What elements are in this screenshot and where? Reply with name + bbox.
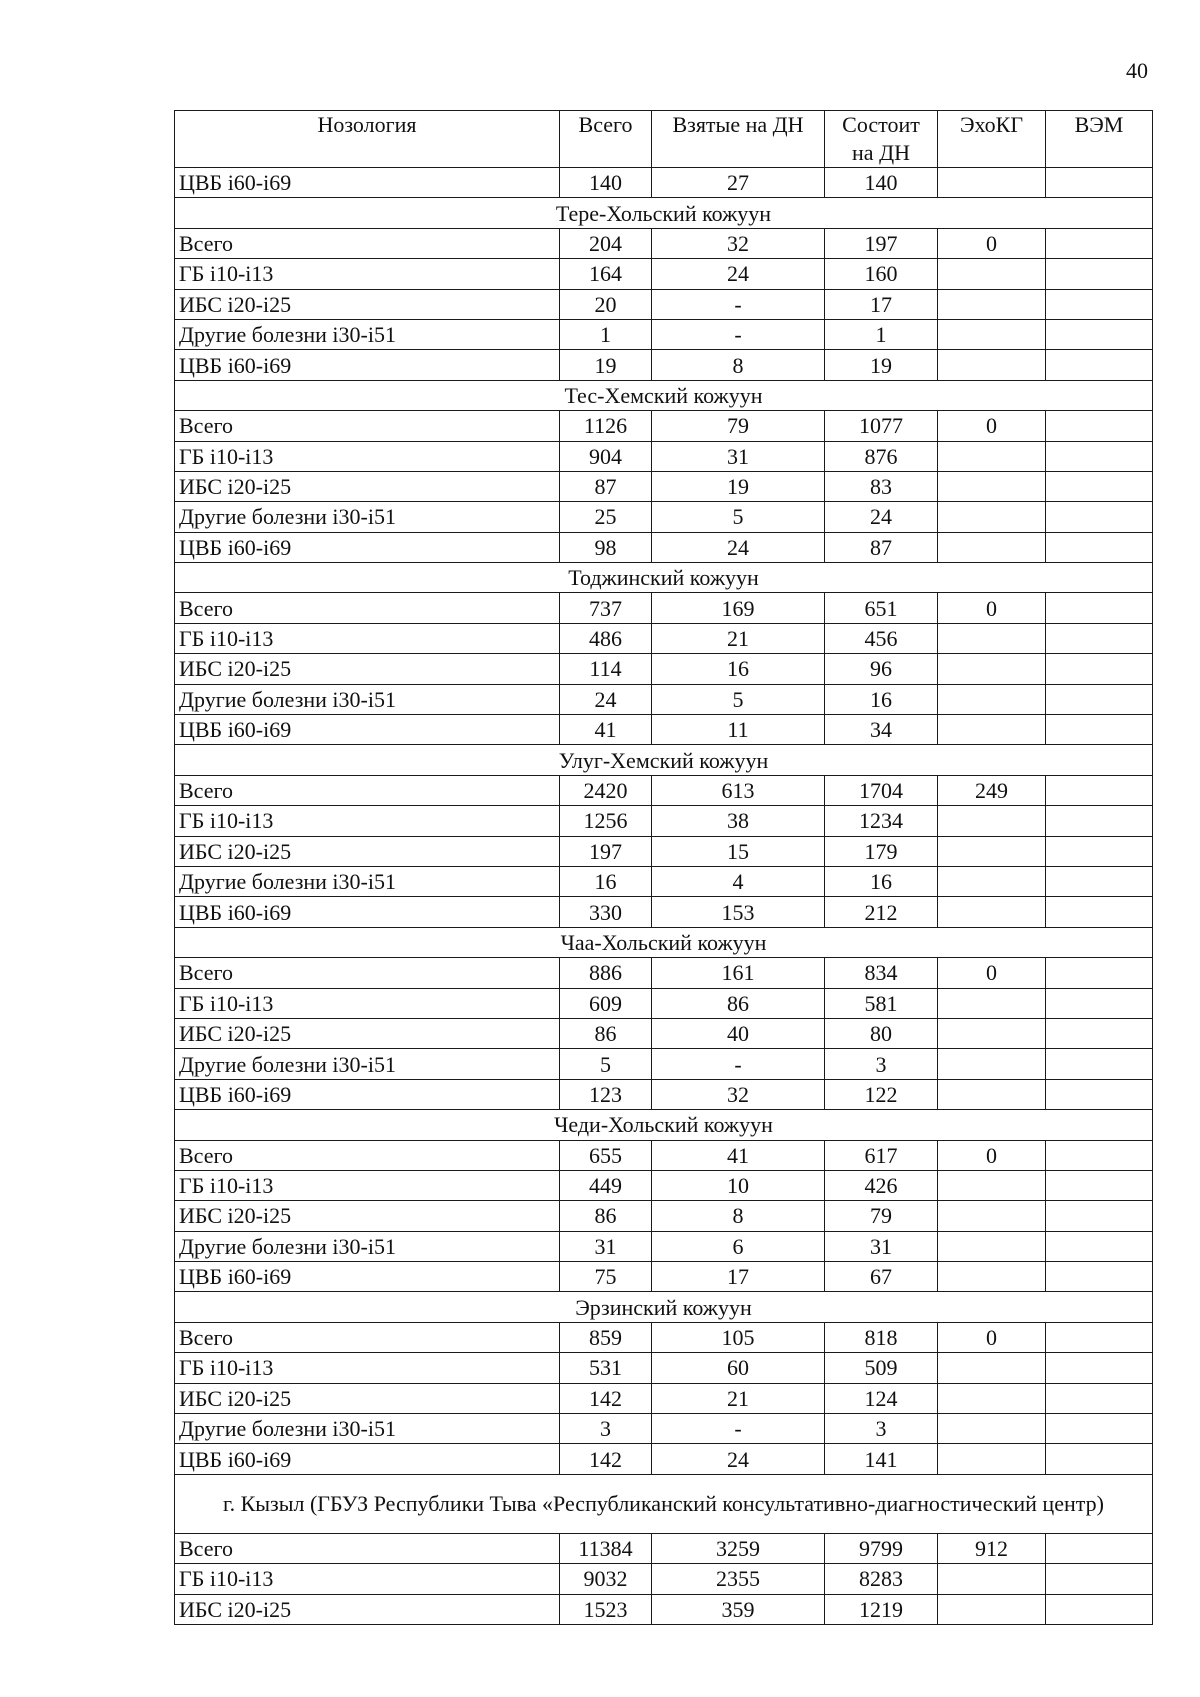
- taken-cell: 21: [652, 1383, 825, 1413]
- table-row: [175, 1231, 1153, 1261]
- echo-cell: [938, 168, 1046, 198]
- taken-cell: -: [652, 1049, 825, 1079]
- nosology-table: [174, 110, 1153, 1625]
- total-cell: 1256: [560, 806, 652, 836]
- table-row: [175, 1170, 1153, 1200]
- total-cell: 114: [560, 654, 652, 684]
- header-echo: ЭхоКГ: [938, 111, 1046, 168]
- registered-cell: 617: [825, 1140, 938, 1170]
- table-row: [175, 684, 1153, 714]
- taken-cell: 11: [652, 715, 825, 745]
- echo-cell: [938, 623, 1046, 653]
- taken-cell: 15: [652, 836, 825, 866]
- section-row: [175, 927, 1153, 957]
- echo-cell: 0: [938, 411, 1046, 441]
- vem-cell: [1046, 1262, 1153, 1292]
- table-row: [175, 836, 1153, 866]
- taken-cell: 17: [652, 1262, 825, 1292]
- table-row: [175, 228, 1153, 258]
- nosology-cell: ЦВБ i60-i69: [175, 532, 560, 562]
- nosology-cell: ГБ i10-i13: [175, 623, 560, 653]
- vem-cell: [1046, 1564, 1153, 1594]
- registered-cell: 212: [825, 897, 938, 927]
- registered-cell: 1219: [825, 1594, 938, 1624]
- table-row: [175, 866, 1153, 896]
- nosology-cell: ГБ i10-i13: [175, 1353, 560, 1383]
- total-cell: 1126: [560, 411, 652, 441]
- table-header-row: [175, 111, 1153, 168]
- registered-cell: 79: [825, 1201, 938, 1231]
- nosology-cell: Всего: [175, 1140, 560, 1170]
- table-row: [175, 1201, 1153, 1231]
- taken-cell: 86: [652, 988, 825, 1018]
- vem-cell: [1046, 259, 1153, 289]
- taken-cell: 16: [652, 654, 825, 684]
- section-row: [175, 745, 1153, 775]
- taken-cell: -: [652, 1414, 825, 1444]
- taken-cell: 32: [652, 228, 825, 258]
- echo-cell: [938, 350, 1046, 380]
- table-row: [175, 988, 1153, 1018]
- table-row: [175, 1049, 1153, 1079]
- echo-cell: [938, 1444, 1046, 1474]
- echo-cell: 0: [938, 1322, 1046, 1352]
- echo-cell: [938, 866, 1046, 896]
- registered-cell: 17: [825, 289, 938, 319]
- table-row: [175, 1414, 1153, 1444]
- total-cell: 142: [560, 1383, 652, 1413]
- registered-cell: 140: [825, 168, 938, 198]
- vem-cell: [1046, 319, 1153, 349]
- total-cell: 531: [560, 1353, 652, 1383]
- registered-cell: 876: [825, 441, 938, 471]
- registered-cell: 9799: [825, 1533, 938, 1563]
- registered-cell: 87: [825, 532, 938, 562]
- registered-cell: 3: [825, 1049, 938, 1079]
- total-cell: 1: [560, 319, 652, 349]
- vem-cell: [1046, 1170, 1153, 1200]
- taken-cell: 21: [652, 623, 825, 653]
- echo-cell: [938, 806, 1046, 836]
- echo-cell: [938, 897, 1046, 927]
- total-cell: 1523: [560, 1594, 652, 1624]
- section-title: Чеди-Хольский кожуун: [175, 1110, 1153, 1140]
- echo-cell: [938, 1262, 1046, 1292]
- table-row: [175, 411, 1153, 441]
- section-title: Тес-Хемский кожуун: [175, 380, 1153, 410]
- echo-cell: [938, 1170, 1046, 1200]
- registered-cell: 124: [825, 1383, 938, 1413]
- table-row: [175, 1533, 1153, 1563]
- vem-cell: [1046, 1594, 1153, 1624]
- table-row: [175, 593, 1153, 623]
- total-cell: 16: [560, 866, 652, 896]
- total-cell: 2420: [560, 775, 652, 805]
- echo-cell: [938, 259, 1046, 289]
- registered-cell: 67: [825, 1262, 938, 1292]
- nosology-cell: ИБС i20-i25: [175, 1383, 560, 1413]
- nosology-cell: ЦВБ i60-i69: [175, 1079, 560, 1109]
- nosology-cell: ЦВБ i60-i69: [175, 1444, 560, 1474]
- section-title: г. Кызыл (ГБУЗ Республики Тыва «Республиканский консультативно-диагностический центр): [175, 1474, 1153, 1533]
- echo-cell: [938, 1414, 1046, 1444]
- echo-cell: 0: [938, 958, 1046, 988]
- echo-cell: [938, 654, 1046, 684]
- nosology-cell: Всего: [175, 1533, 560, 1563]
- total-cell: 449: [560, 1170, 652, 1200]
- nosology-cell: ГБ i10-i13: [175, 806, 560, 836]
- total-cell: 886: [560, 958, 652, 988]
- nosology-cell: ГБ i10-i13: [175, 441, 560, 471]
- table-row: [175, 715, 1153, 745]
- taken-cell: 5: [652, 684, 825, 714]
- echo-cell: [938, 988, 1046, 1018]
- section-row: [175, 198, 1153, 228]
- registered-cell: 456: [825, 623, 938, 653]
- vem-cell: [1046, 988, 1153, 1018]
- registered-cell: 818: [825, 1322, 938, 1352]
- registered-cell: 426: [825, 1170, 938, 1200]
- registered-cell: 160: [825, 259, 938, 289]
- echo-cell: [938, 1383, 1046, 1413]
- vem-cell: [1046, 593, 1153, 623]
- header-taken: Взятые на ДН: [652, 111, 825, 168]
- total-cell: 25: [560, 502, 652, 532]
- registered-cell: 141: [825, 1444, 938, 1474]
- vem-cell: [1046, 1444, 1153, 1474]
- table-row: [175, 502, 1153, 532]
- vem-cell: [1046, 532, 1153, 562]
- nosology-cell: ЦВБ i60-i69: [175, 897, 560, 927]
- total-cell: 86: [560, 1018, 652, 1048]
- table-row: [175, 259, 1153, 289]
- echo-cell: [938, 1353, 1046, 1383]
- echo-cell: [938, 289, 1046, 319]
- table-row: [175, 471, 1153, 501]
- table-body: [175, 168, 1153, 1625]
- registered-cell: 8283: [825, 1564, 938, 1594]
- echo-cell: [938, 1594, 1046, 1624]
- registered-cell: 80: [825, 1018, 938, 1048]
- taken-cell: 153: [652, 897, 825, 927]
- table-row: [175, 1353, 1153, 1383]
- taken-cell: 24: [652, 532, 825, 562]
- section-title: Эрзинский кожуун: [175, 1292, 1153, 1322]
- total-cell: 609: [560, 988, 652, 1018]
- vem-cell: [1046, 1231, 1153, 1261]
- total-cell: 486: [560, 623, 652, 653]
- total-cell: 86: [560, 1201, 652, 1231]
- nosology-cell: ИБС i20-i25: [175, 1594, 560, 1624]
- vem-cell: [1046, 411, 1153, 441]
- taken-cell: 41: [652, 1140, 825, 1170]
- table-row: [175, 1018, 1153, 1048]
- table-row: [175, 532, 1153, 562]
- registered-cell: 16: [825, 866, 938, 896]
- table-row: [175, 168, 1153, 198]
- total-cell: 330: [560, 897, 652, 927]
- taken-cell: 8: [652, 350, 825, 380]
- nosology-cell: ЦВБ i60-i69: [175, 168, 560, 198]
- registered-cell: 651: [825, 593, 938, 623]
- total-cell: 3: [560, 1414, 652, 1444]
- taken-cell: 32: [652, 1079, 825, 1109]
- vem-cell: [1046, 168, 1153, 198]
- taken-cell: 3259: [652, 1533, 825, 1563]
- vem-cell: [1046, 684, 1153, 714]
- total-cell: 41: [560, 715, 652, 745]
- table-row: [175, 623, 1153, 653]
- echo-cell: [938, 1049, 1046, 1079]
- header-registered: Состоит на ДН: [825, 111, 938, 168]
- taken-cell: 24: [652, 259, 825, 289]
- vem-cell: [1046, 441, 1153, 471]
- registered-cell: 1704: [825, 775, 938, 805]
- echo-cell: 249: [938, 775, 1046, 805]
- header-nosology: Нозология: [175, 111, 560, 168]
- registered-cell: 96: [825, 654, 938, 684]
- table-row: [175, 1140, 1153, 1170]
- echo-cell: [938, 1564, 1046, 1594]
- nosology-cell: Всего: [175, 411, 560, 441]
- total-cell: 197: [560, 836, 652, 866]
- total-cell: 859: [560, 1322, 652, 1352]
- taken-cell: 169: [652, 593, 825, 623]
- registered-cell: 16: [825, 684, 938, 714]
- registered-cell: 197: [825, 228, 938, 258]
- echo-cell: 0: [938, 593, 1046, 623]
- page-number: 40: [1126, 58, 1148, 83]
- echo-cell: [938, 471, 1046, 501]
- registered-cell: 19: [825, 350, 938, 380]
- registered-cell: 3: [825, 1414, 938, 1444]
- header-total: Всего: [560, 111, 652, 168]
- vem-cell: [1046, 958, 1153, 988]
- echo-cell: [938, 1018, 1046, 1048]
- taken-cell: 2355: [652, 1564, 825, 1594]
- taken-cell: 161: [652, 958, 825, 988]
- section-title: Улуг-Хемский кожуун: [175, 745, 1153, 775]
- table-row: [175, 1564, 1153, 1594]
- total-cell: 24: [560, 684, 652, 714]
- nosology-cell: ГБ i10-i13: [175, 259, 560, 289]
- registered-cell: 83: [825, 471, 938, 501]
- section-row: [175, 1474, 1153, 1533]
- taken-cell: -: [652, 319, 825, 349]
- taken-cell: 359: [652, 1594, 825, 1624]
- vem-cell: [1046, 1018, 1153, 1048]
- vem-cell: [1046, 775, 1153, 805]
- nosology-cell: ИБС i20-i25: [175, 1201, 560, 1231]
- nosology-cell: Всего: [175, 775, 560, 805]
- nosology-cell: Другие болезни i30-i51: [175, 866, 560, 896]
- table-row: [175, 289, 1153, 319]
- vem-cell: [1046, 228, 1153, 258]
- total-cell: 98: [560, 532, 652, 562]
- total-cell: 904: [560, 441, 652, 471]
- echo-cell: [938, 1231, 1046, 1261]
- total-cell: 164: [560, 259, 652, 289]
- table-row: [175, 319, 1153, 349]
- echo-cell: [938, 1201, 1046, 1231]
- echo-cell: [938, 684, 1046, 714]
- total-cell: 142: [560, 1444, 652, 1474]
- nosology-cell: Всего: [175, 958, 560, 988]
- vem-cell: [1046, 502, 1153, 532]
- total-cell: 737: [560, 593, 652, 623]
- nosology-cell: Всего: [175, 593, 560, 623]
- nosology-cell: ИБС i20-i25: [175, 836, 560, 866]
- nosology-cell: ИБС i20-i25: [175, 1018, 560, 1048]
- table-row: [175, 1322, 1153, 1352]
- total-cell: 204: [560, 228, 652, 258]
- table-row: [175, 1262, 1153, 1292]
- nosology-cell: Другие болезни i30-i51: [175, 502, 560, 532]
- vem-cell: [1046, 836, 1153, 866]
- total-cell: 19: [560, 350, 652, 380]
- taken-cell: 19: [652, 471, 825, 501]
- vem-cell: [1046, 1322, 1153, 1352]
- nosology-cell: ГБ i10-i13: [175, 988, 560, 1018]
- nosology-cell: Другие болезни i30-i51: [175, 1049, 560, 1079]
- nosology-cell: Всего: [175, 228, 560, 258]
- taken-cell: 60: [652, 1353, 825, 1383]
- taken-cell: 40: [652, 1018, 825, 1048]
- taken-cell: 4: [652, 866, 825, 896]
- total-cell: 75: [560, 1262, 652, 1292]
- total-cell: 11384: [560, 1533, 652, 1563]
- nosology-cell: ГБ i10-i13: [175, 1564, 560, 1594]
- vem-cell: [1046, 897, 1153, 927]
- registered-cell: 1234: [825, 806, 938, 836]
- registered-cell: 122: [825, 1079, 938, 1109]
- table-row: [175, 1444, 1153, 1474]
- registered-cell: 31: [825, 1231, 938, 1261]
- total-cell: 31: [560, 1231, 652, 1261]
- taken-cell: 79: [652, 411, 825, 441]
- taken-cell: 6: [652, 1231, 825, 1261]
- vem-cell: [1046, 1414, 1153, 1444]
- nosology-cell: ЦВБ i60-i69: [175, 715, 560, 745]
- echo-cell: [938, 319, 1046, 349]
- vem-cell: [1046, 623, 1153, 653]
- table-row: [175, 1383, 1153, 1413]
- nosology-cell: Другие болезни i30-i51: [175, 684, 560, 714]
- total-cell: 655: [560, 1140, 652, 1170]
- section-row: [175, 563, 1153, 593]
- nosology-cell: ЦВБ i60-i69: [175, 350, 560, 380]
- table-row: [175, 654, 1153, 684]
- total-cell: 5: [560, 1049, 652, 1079]
- vem-cell: [1046, 289, 1153, 319]
- vem-cell: [1046, 1383, 1153, 1413]
- table-row: [175, 958, 1153, 988]
- table-row: [175, 806, 1153, 836]
- taken-cell: 105: [652, 1322, 825, 1352]
- vem-cell: [1046, 350, 1153, 380]
- registered-cell: 34: [825, 715, 938, 745]
- taken-cell: 10: [652, 1170, 825, 1200]
- vem-cell: [1046, 1049, 1153, 1079]
- echo-cell: 0: [938, 228, 1046, 258]
- echo-cell: [938, 441, 1046, 471]
- taken-cell: 5: [652, 502, 825, 532]
- vem-cell: [1046, 1140, 1153, 1170]
- section-title: Тере-Хольский кожуун: [175, 198, 1153, 228]
- registered-cell: 1: [825, 319, 938, 349]
- registered-cell: 179: [825, 836, 938, 866]
- total-cell: 9032: [560, 1564, 652, 1594]
- echo-cell: [938, 532, 1046, 562]
- nosology-cell: ИБС i20-i25: [175, 289, 560, 319]
- nosology-cell: ИБС i20-i25: [175, 471, 560, 501]
- echo-cell: [938, 1079, 1046, 1109]
- nosology-cell: ИБС i20-i25: [175, 654, 560, 684]
- taken-cell: -: [652, 289, 825, 319]
- table-row: [175, 441, 1153, 471]
- nosology-cell: Другие болезни i30-i51: [175, 1231, 560, 1261]
- table-row: [175, 775, 1153, 805]
- total-cell: 140: [560, 168, 652, 198]
- taken-cell: 613: [652, 775, 825, 805]
- section-row: [175, 1292, 1153, 1322]
- vem-cell: [1046, 1533, 1153, 1563]
- taken-cell: 24: [652, 1444, 825, 1474]
- taken-cell: 27: [652, 168, 825, 198]
- vem-cell: [1046, 1201, 1153, 1231]
- registered-cell: 581: [825, 988, 938, 1018]
- table-row: [175, 1079, 1153, 1109]
- header-vem: ВЭМ: [1046, 111, 1153, 168]
- nosology-cell: ГБ i10-i13: [175, 1170, 560, 1200]
- vem-cell: [1046, 715, 1153, 745]
- taken-cell: 38: [652, 806, 825, 836]
- table-row: [175, 897, 1153, 927]
- vem-cell: [1046, 1079, 1153, 1109]
- taken-cell: 31: [652, 441, 825, 471]
- section-title: Чаа-Хольский кожуун: [175, 927, 1153, 957]
- total-cell: 123: [560, 1079, 652, 1109]
- section-row: [175, 1110, 1153, 1140]
- registered-cell: 834: [825, 958, 938, 988]
- total-cell: 20: [560, 289, 652, 319]
- vem-cell: [1046, 654, 1153, 684]
- section-row: [175, 380, 1153, 410]
- section-title: Тоджинский кожуун: [175, 563, 1153, 593]
- nosology-cell: Другие болезни i30-i51: [175, 319, 560, 349]
- registered-cell: 1077: [825, 411, 938, 441]
- taken-cell: 8: [652, 1201, 825, 1231]
- nosology-cell: Другие болезни i30-i51: [175, 1414, 560, 1444]
- nosology-cell: ЦВБ i60-i69: [175, 1262, 560, 1292]
- vem-cell: [1046, 866, 1153, 896]
- nosology-cell: Всего: [175, 1322, 560, 1352]
- vem-cell: [1046, 1353, 1153, 1383]
- echo-cell: [938, 715, 1046, 745]
- registered-cell: 24: [825, 502, 938, 532]
- table-row: [175, 350, 1153, 380]
- vem-cell: [1046, 806, 1153, 836]
- table-row: [175, 1594, 1153, 1624]
- echo-cell: 912: [938, 1533, 1046, 1563]
- registered-cell: 509: [825, 1353, 938, 1383]
- echo-cell: [938, 836, 1046, 866]
- vem-cell: [1046, 471, 1153, 501]
- echo-cell: 0: [938, 1140, 1046, 1170]
- total-cell: 87: [560, 471, 652, 501]
- echo-cell: [938, 502, 1046, 532]
